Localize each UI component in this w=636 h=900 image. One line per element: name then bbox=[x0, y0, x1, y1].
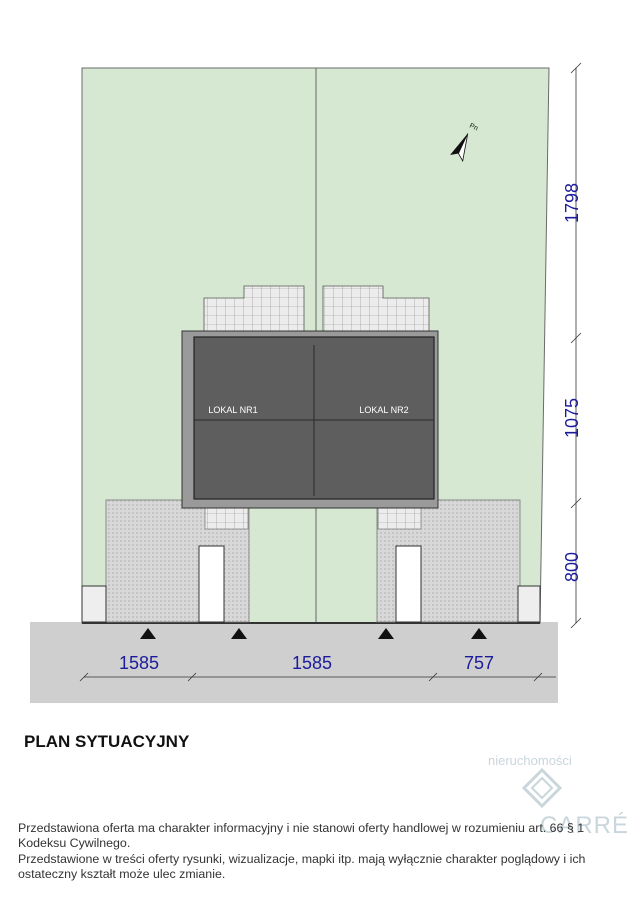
parking-space-left bbox=[199, 546, 224, 622]
garden-shed-right bbox=[518, 586, 540, 622]
parking-space-right bbox=[396, 546, 421, 622]
entry-terrace-right bbox=[378, 508, 421, 529]
vertical-dimension-line bbox=[571, 63, 581, 628]
entry-terrace-left bbox=[205, 508, 248, 529]
dimension-vertical-1: 1798 bbox=[562, 182, 582, 224]
dimension-horizontal-1: 1585 bbox=[118, 653, 160, 673]
dimension-horizontal-3: 757 bbox=[463, 653, 495, 673]
unit-label-2: LOKAL NR2 bbox=[359, 405, 409, 415]
logo-subtitle: nieruchomości bbox=[488, 753, 572, 768]
dimension-vertical-3: 800 bbox=[562, 551, 582, 583]
disclaimer-line-2: Przedstawione w treści oferty rysunki, wizualizacje, mapki itp. mają wyłącznie charakter poglądowy i ich ostateczny kształt może ulec zmianie. bbox=[18, 851, 586, 881]
dimension-horizontal-2: 1585 bbox=[291, 653, 333, 673]
garden-shed-left bbox=[82, 586, 106, 622]
plan-title: PLAN SYTUACYJNY bbox=[24, 732, 190, 751]
disclaimer-line-1: Przedstawiona oferta ma charakter informacyjny i nie stanowi oferty handlowej w rozumieniu art. 66 § 1 Kodeksu Cywilnego. bbox=[18, 821, 585, 851]
logo-mark-icon bbox=[522, 768, 562, 808]
north-label: Pn bbox=[468, 122, 479, 133]
disclaimer bbox=[18, 821, 618, 882]
dimension-vertical-2: 1075 bbox=[562, 397, 582, 439]
unit-label-1: LOKAL NR1 bbox=[208, 405, 258, 415]
logo-name: CARRÉ bbox=[540, 812, 630, 839]
